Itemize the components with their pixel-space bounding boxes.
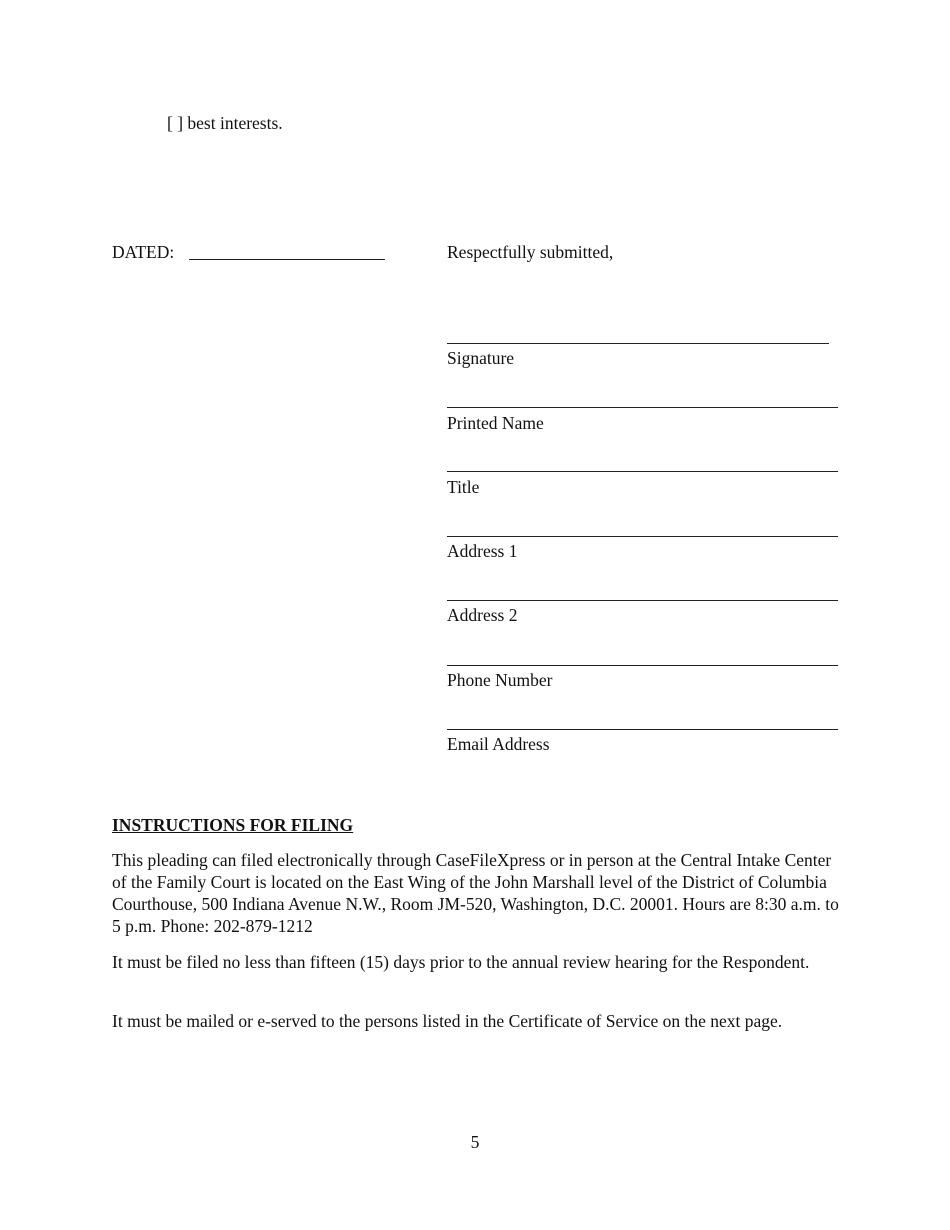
phone-number-line[interactable] (447, 665, 838, 666)
address-2-line[interactable] (447, 600, 838, 601)
email-address-line[interactable] (447, 729, 838, 730)
printed-name-label: Printed Name (447, 413, 544, 433)
address-2-label: Address 2 (447, 605, 518, 625)
best-interests-label: best interests. (187, 113, 283, 133)
instructions-paragraph-deadline: It must be filed no less than fifteen (15) days prior to the annual review hearing for the Respondent. (112, 952, 810, 972)
signature-label: Signature (447, 348, 515, 368)
signature-line[interactable] (447, 343, 829, 344)
printed-name-line[interactable] (447, 407, 838, 408)
email-address-label: Email Address (447, 734, 550, 754)
best-interests-option (167, 112, 283, 134)
instructions-paragraph-filing-location: This pleading can filed electronically through CaseFileXpress or in person at the Central Intake Center of the Family Court is located on the East Wing of the John Marshall level of the District of Columbia Courthouse, 500 Indiana Avenue N.W., Room JM-520, Washington, D.C. 20001. Hours are 8:30 a.m. to 5 p.m. Phone: 202-879-1212 (112, 850, 839, 936)
closing-text: Respectfully submitted, (447, 242, 614, 262)
best-interests-checkbox[interactable]: [ ] (167, 113, 184, 133)
title-label: Title (447, 477, 480, 497)
page-number: 5 (470, 1132, 480, 1152)
phone-number-label: Phone Number (447, 670, 553, 690)
address-1-line[interactable] (447, 536, 838, 537)
dated-blank-line[interactable] (189, 259, 385, 260)
title-line[interactable] (447, 471, 838, 472)
instructions-paragraph-service: It must be mailed or e-served to the persons listed in the Certificate of Service on the next page. (112, 1011, 783, 1031)
instructions-heading: INSTRUCTIONS FOR FILING (112, 815, 354, 835)
dated-label: DATED: (112, 242, 175, 262)
address-1-label: Address 1 (447, 541, 518, 561)
